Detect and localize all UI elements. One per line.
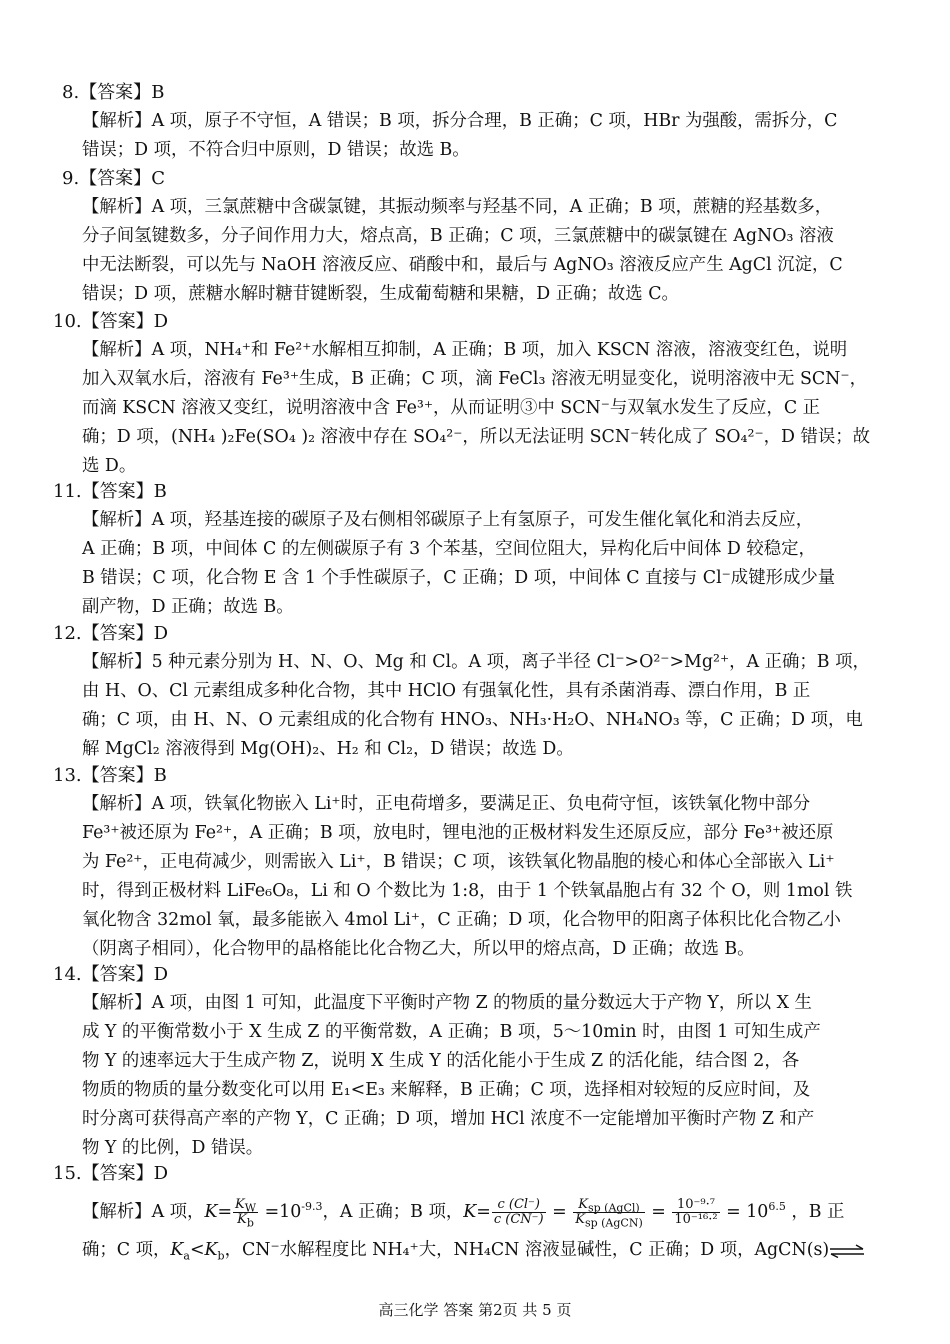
analysis-label: 【解析】 <box>82 197 152 217</box>
analysis-line: 而滴 KSCN 溶液又变红，说明溶液中含 Fe³⁺，从而证明③中 SCN⁻与双氧水发生了反应，C 正 <box>82 398 821 419</box>
question-15 <box>53 1159 892 1265</box>
fraction-c-ratio: $\frac{c (Cl^-)}{c (CN^-)}$ <box>493 1197 544 1227</box>
answer-label: 【答案】 <box>81 1163 154 1184</box>
analysis-line: （阴离子相同），化合物甲的晶格能比化合物乙大，所以甲的熔点高，D 正确；故选 B。 <box>82 939 755 960</box>
analysis-line: 物 Y 的比例，D 错误。 <box>82 1138 264 1159</box>
analysis-line: 【解析】A 项，羟基连接的碳原子及右侧相邻碳原子上有氢原子，可发生催化氧化和消去反应， <box>82 510 814 530</box>
answer-line <box>53 761 892 790</box>
question-number: 14. <box>53 964 82 985</box>
question-number: 9. <box>62 168 80 189</box>
analysis-label: 【解析】 <box>82 1202 152 1222</box>
analysis-line: 【解析】A 项，NH₄⁺和 Fe²⁺水解相互抑制，A 正确；B 项，加入 KSCN 溶液，溶液变红色，说明 <box>82 340 848 360</box>
analysis-line: 【解析】A 项，三氯蔗糖中含碳氯键，其振动频率与羟基不同，A 正确；B 项，蔗糖的羟基数多， <box>82 197 833 217</box>
analysis-line: 物 Y 的速率远大于生成产物 Z，说明 X 生成 Y 的活化能小于生成 Z 的活化能，结合图 2，各 <box>82 1051 800 1072</box>
equilibrium-arrow-icon <box>829 1244 865 1258</box>
analysis-line: 时分离可获得高产率的产物 Y，C 正确；D 项，增加 HCl 浓度不一定能增加平衡时产物 Z 和产 <box>82 1109 815 1130</box>
answer-line <box>62 164 892 193</box>
analysis-label: 【解析】 <box>82 652 152 672</box>
question-14 <box>53 960 892 1164</box>
answer-label: 【答案】 <box>79 82 152 103</box>
answer-value: D <box>153 311 169 332</box>
answer-line <box>53 307 892 336</box>
question-number: 8. <box>62 82 80 103</box>
analysis-line: 【解析】5 种元素分别为 H、N、O、Mg 和 Cl。A 项，离子半径 Cl⁻>O²⁻>Mg²⁺，A 正确；B 项， <box>82 652 870 672</box>
analysis-line: 时，得到正极材料 LiFe₆O₈，Li 和 O 个数比为 1:8，由于 1 个铁氧晶胞占有 32 个 O，则 1mol 铁 <box>82 881 853 902</box>
question-8 <box>62 78 892 165</box>
answer-value: B <box>151 82 165 103</box>
analysis <box>62 506 892 622</box>
answer-label: 【答案】 <box>81 964 154 985</box>
analysis-line: A 正确；B 项，中间体 C 的左侧碳原子有 3 个苯基，空间位阻大，异构化后中间体 D 较稳定， <box>82 539 816 560</box>
analysis-line: 解 MgCl₂ 溶液得到 Mg(OH)₂、H₂ 和 Cl₂，D 错误；故选 D。 <box>82 739 574 760</box>
analysis-label: 【解析】 <box>82 993 152 1013</box>
answer-label: 【答案】 <box>81 311 154 332</box>
analysis-label: 【解析】 <box>82 340 152 360</box>
analysis-label: 【解析】 <box>82 794 152 814</box>
question-number: 10. <box>53 311 82 332</box>
answer-value: D <box>153 964 169 985</box>
analysis-line: 氧化物含 32mol 氧，最多能嵌入 4mol Li⁺，C 正确；D 项，化合物甲的阳离子体积比化合物乙小 <box>82 910 841 931</box>
analysis-line: 错误；D 项，蔗糖水解时糖苷键断裂，生成葡萄糖和果糖，D 正确；故选 C。 <box>82 284 679 305</box>
answer-value: C <box>151 168 165 189</box>
page-footer: 高三化学 答案 第2页 共 5 页 <box>378 1301 572 1319</box>
analysis-line: 成 Y 的平衡常数小于 X 生成 Z 的平衡常数，A 正确；B 项，5～10min 时，由图 1 可知生成产 <box>82 1022 821 1043</box>
analysis <box>62 336 892 481</box>
analysis <box>62 790 892 965</box>
analysis-line: B 错误；C 项，化合物 E 含 1 个手性碳原子，C 正确；D 项，中间体 C 直接与 Cl⁻成键形成少量 <box>82 568 836 589</box>
fraction-power-ratio: $\frac{\text{10⁻⁹·⁷}}{\text{10⁻¹⁶·²}}$ <box>674 1197 718 1227</box>
analysis-label: 【解析】 <box>82 111 152 131</box>
analysis-line: 确；C 项，$K_a<K_b$，CN⁻水解程度比 NH₄⁺大，NH₄CN 溶液显碱性，C 正确；D 项，AgCN(s) <box>82 1236 892 1265</box>
question-12 <box>53 619 892 764</box>
analysis-line: 副产物，D 正确；故选 B。 <box>82 597 294 618</box>
analysis-line: 【解析】A 项，铁氧化物嵌入 Li⁺时，正电荷增多，要满足正、负电荷守恒，该铁氧化物中部分 <box>82 794 811 814</box>
question-11 <box>53 477 892 622</box>
analysis-line: 加入双氧水后，溶液有 Fe³⁺生成，B 正确；C 项，滴 FeCl₃ 溶液无明显变化，说明溶液中无 SCN⁻， <box>82 369 867 390</box>
analysis-line: 由 H、O、Cl 元素组成多种化合物，其中 HClO 有强氧化性，具有杀菌消毒、漂白作用，B 正 <box>82 681 811 702</box>
analysis-line: 中无法断裂，可以先与 NaOH 溶液反应、硝酸中和，最后与 AgNO₃ 溶液反应产生 AgCl 沉淀，C <box>82 255 843 276</box>
analysis-line: 选 D。 <box>82 456 137 477</box>
question-13 <box>53 761 892 965</box>
answer-label: 【答案】 <box>81 481 154 502</box>
answer-line <box>53 477 892 506</box>
analysis <box>62 107 892 165</box>
analysis-line: 确；D 项，(NH₄ )₂Fe(SO₄ )₂ 溶液中存在 SO₄²⁻，所以无法证明 SCN⁻转化成了 SO₄²⁻，D 错误；故 <box>82 427 871 448</box>
answer-line <box>53 619 892 648</box>
question-number: 11. <box>53 481 82 502</box>
analysis-line: 确；C 项，由 H、N、O 元素组成的化合物有 HNO₃、NH₃·H₂O、NH₄NO₃ 等，C 正确；D 项，电 <box>82 710 863 731</box>
answer-line <box>62 78 892 107</box>
answer-value: D <box>153 623 169 644</box>
analysis-line: 错误；D 项，不符合归中原则，D 错误；故选 B。 <box>82 140 470 161</box>
answer-value: B <box>153 765 167 786</box>
analysis-line-formula: 【解析】A 项，K= $\frac{K_W}{K_b}$ $=10^{-9.3}$，A 正确；B 项，K= $\frac{c (Cl^-)}{c (CN^-)}$ = $\frac{K_{sp (AgCl)}}{K_{sp (AgCN)}}$ = $\frac{\text{10⁻⁹·⁷}}{\text{10⁻¹⁶·²}}$ = $10^{6.5}$ ，B 正 <box>82 1197 845 1230</box>
question-10 <box>53 307 892 481</box>
question-number: 12. <box>53 623 82 644</box>
analysis <box>62 193 892 309</box>
analysis-line: 【解析】A 项，原子不守恒，A 错误；B 项，拆分合理，B 正确；C 项，HBr 为强酸，需拆分，C <box>82 111 838 131</box>
fraction-ksp-ratio: $\frac{K_{sp (AgCl)}}{K_{sp (AgCN)}}$ <box>575 1197 643 1230</box>
answer-label: 【答案】 <box>81 623 154 644</box>
analysis-label: 【解析】 <box>82 510 152 530</box>
question-number: 13. <box>53 765 82 786</box>
answer-line <box>53 960 892 989</box>
analysis <box>62 1188 892 1265</box>
answer-value: B <box>153 481 167 502</box>
answer-label: 【答案】 <box>81 765 154 786</box>
analysis-line: 【解析】A 项，由图 1 可知，此温度下平衡时产物 Z 的物质的量分数远大于产物 Y，所以 X 生 <box>82 993 812 1013</box>
answer-line <box>53 1159 892 1188</box>
analysis <box>62 648 892 764</box>
question-number: 15. <box>53 1163 82 1184</box>
answer-label: 【答案】 <box>79 168 152 189</box>
analysis-line: 物质的物质的量分数变化可以用 E₁<E₃ 来解释，B 正确；C 项，选择相对较短的反应时间，及 <box>82 1080 811 1101</box>
fraction-kw-kb: $\frac{K_W}{K_b}$ <box>235 1197 257 1230</box>
analysis-line: 分子间氢键数多，分子间作用力大，熔点高，B 正确；C 项，三氯蔗糖中的碳氯键在 AgNO₃ 溶液 <box>82 226 834 247</box>
analysis-line: Fe³⁺被还原为 Fe²⁺，A 正确；B 项，放电时，锂电池的正极材料发生还原反应，部分 Fe³⁺被还原 <box>82 823 834 844</box>
question-9 <box>62 164 892 309</box>
analysis-line: 为 Fe²⁺，正电荷减少，则需嵌入 Li⁺，B 错误；C 项，该铁氧化物晶胞的棱心和体心全部嵌入 Li⁺ <box>82 852 835 873</box>
analysis <box>62 989 892 1164</box>
answer-value: D <box>153 1163 169 1184</box>
